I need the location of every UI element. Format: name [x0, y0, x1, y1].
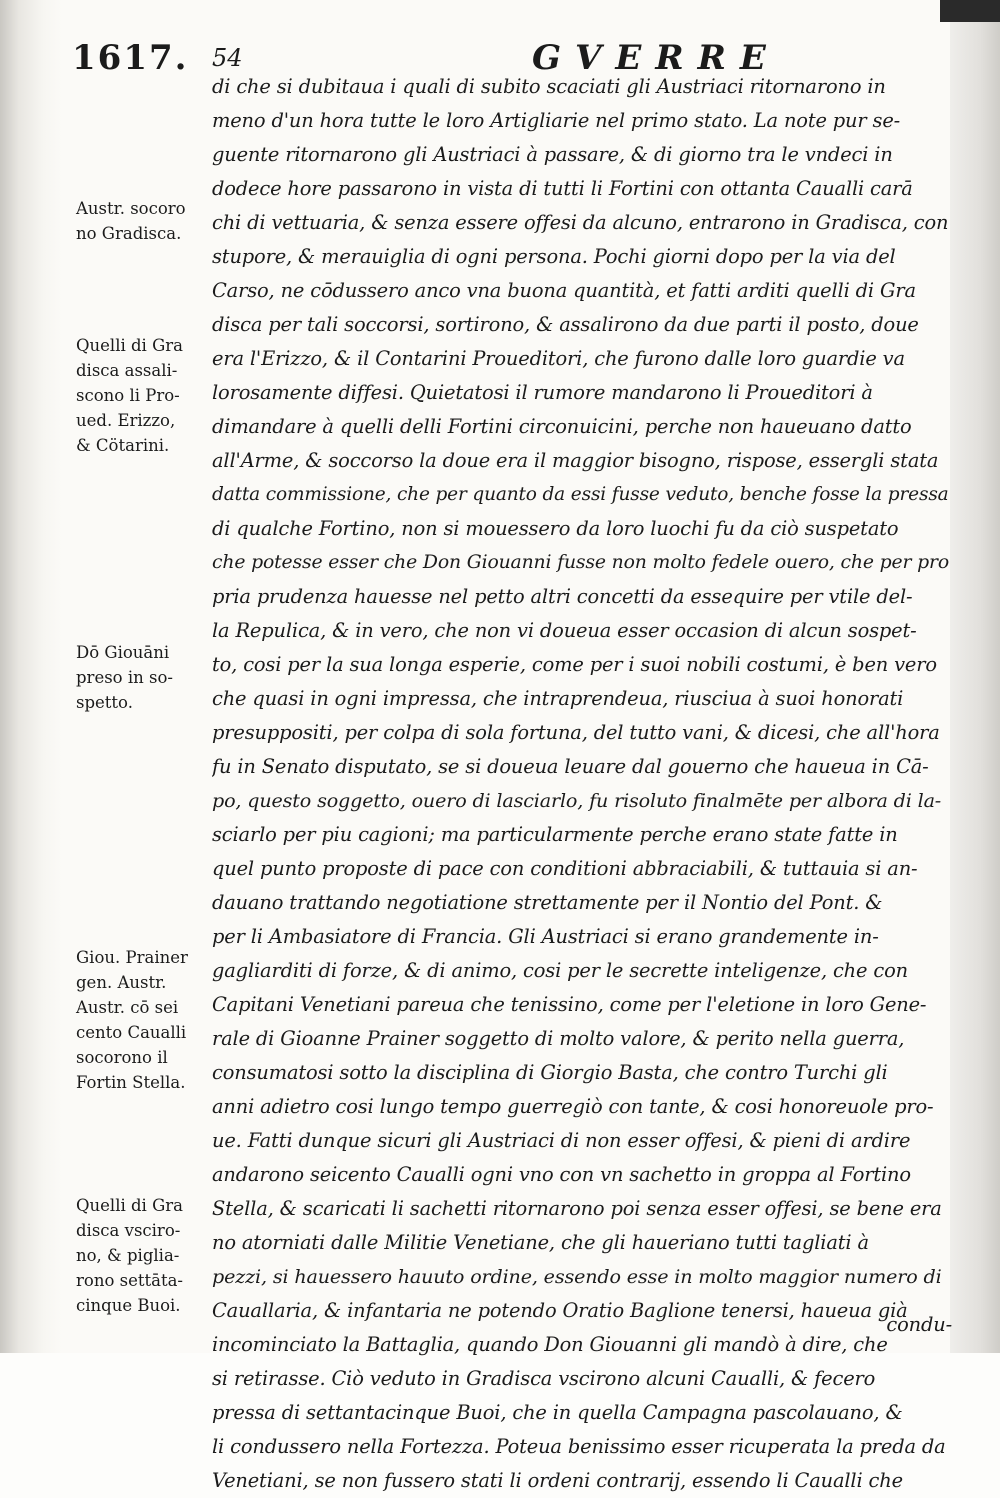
text-line: po, questo soggetto, ouero di lasciarlo, fu risoluto finalmēte per albora di la- [212, 789, 942, 812]
text-line: rale di Gioanne Prainer soggetto di molto valore, & perito nella guerra, [212, 1027, 905, 1050]
text-line: pria prudenza hauesse nel petto altri concetti da essequire per vtile del- [212, 585, 913, 608]
catchword: condu- [886, 1313, 952, 1336]
text-line: dauano trattando negotiatione strettamente per il Nontio del Pont. & [212, 891, 883, 914]
margin-note: Giou. Prainer gen. Austr. Austr. cō sei cento Caualli socorono il Fortin Stella. [76, 948, 188, 1092]
text-line: Capitani Venetiani pareua che tenissino, come per l'eletione in loro Gene- [212, 993, 927, 1016]
page-edge-shadow [950, 0, 1000, 1353]
text-line: consumatosi sotto la disciplina di Giorgio Basta, che contro Turchi gli [212, 1061, 888, 1084]
text-line: di qualche Fortino, non si mouessero da loro luochi fu da ciò suspetato [212, 517, 899, 540]
text-line: presuppositi, per colpa di sola fortuna, del tutto vani, & dicesi, che all'hora [212, 721, 940, 744]
margin-note: Quelli di Gra disca assali- scono li Pro- ued. Erizzo, & Cötarini. [76, 336, 183, 455]
body-text [212, 70, 952, 1498]
text-line: era l'Erizzo, & il Contarini Proueditori, che furono dalle loro guardie va [212, 347, 905, 370]
text-line: dimandare à quelli delli Fortini circonuicini, perche non haueuano datto [212, 415, 912, 438]
text-line: Carso, ne cōdussero anco vna buona quantità, et fatti arditi quelli di Gra [212, 279, 916, 302]
scan-corner [940, 0, 1000, 22]
page-gutter-shadow [0, 0, 62, 1353]
text-line: ue. Fatti dunque sicuri gli Austriaci di non esser offesi, & pieni di ardire [212, 1129, 911, 1152]
text-line: quel punto proposte di pace con conditioni abbraciabili, & tuttauia si an- [212, 857, 918, 880]
running-head: GVERRE [532, 38, 780, 78]
text-line: pezzi, si hauessero hauuto ordine, essendo esse in molto maggior numero di [212, 1265, 942, 1288]
text-line: Venetiani, se non fussero stati li ordeni contrarij, essendo li Caualli che [212, 1469, 903, 1492]
margin-note: Austr. socoro no Gradisca. [76, 199, 186, 243]
margin-note: Dō Giouāni preso in so- spetto. [76, 643, 173, 712]
text-line: disca per tali soccorsi, sortirono, & assalirono da due parti il posto, doue [212, 313, 919, 336]
text-line: di che si dubitaua i quali di subito scaciati gli Austriaci ritornarono in [212, 75, 886, 98]
text-line: dodece hore passarono in vista di tutti li Fortini con ottanta Caualli carā [212, 177, 913, 200]
text-line: si retirasse. Ciò veduto in Gradisca vscirono alcuni Caualli, & fecero [212, 1367, 876, 1390]
text-line: all'Arme, & soccorso la doue era il maggior bisogno, rispose, essergli stata [212, 449, 939, 472]
text-line: la Repulica, & in vero, che non vi doueua esser occasion di alcun sospet- [212, 619, 917, 642]
text-line: guente ritornarono gli Austriaci à passare, & di giorno tra le vndeci in [212, 143, 893, 166]
page-number: 54 [212, 44, 243, 72]
text-line: meno d'un hora tutte le loro Artigliarie nel primo stato. La note pur se- [212, 109, 901, 132]
text-line: sciarlo per piu cagioni; ma particularmente perche erano state fatte in [212, 823, 898, 846]
text-line: per li Ambasiatore di Francia. Gli Austriaci si erano grandemente in- [212, 925, 879, 948]
text-line: to, cosi per la sua longa esperie, come per i suoi nobili costumi, è ben vero [212, 653, 937, 676]
text-line: fu in Senato disputato, se si doueua leuare dal gouerno che haueua in Cā- [212, 755, 929, 778]
text-line: li condussero nella Fortezza. Poteua benissimo esser ricuperata la preda da [212, 1435, 946, 1458]
text-line: datta commissione, che per quanto da essi fusse veduto, benche fosse la pressa [212, 484, 949, 505]
text-line: Stella, & scaricati li sachetti ritornarono poi senza esser offesi, se bene era [212, 1197, 942, 1220]
year-heading: 1617. [72, 38, 189, 78]
text-line: andarono seicento Caualli ogni vno con vn sachetto in groppa al Fortino [212, 1163, 911, 1186]
text-line: gagliarditi di forze, & di animo, cosi per le secrette inteligenze, che con [212, 959, 908, 982]
text-line: no atorniati dalle Militie Venetiane, che gli haueriano tutti tagliati à [212, 1231, 869, 1254]
text-line: che potesse esser che Don Giouanni fusse non molto fedele ouero, che per pro [212, 552, 949, 573]
text-line: lorosamente diffesi. Quietatosi il rumore mandarono li Proueditori à [212, 381, 873, 404]
text-line: Cauallaria, & infantaria ne potendo Oratio Baglione tenersi, haueua già [212, 1299, 908, 1322]
text-line: pressa di settantacinque Buoi, che in quella Campagna pascolauano, & [212, 1401, 903, 1424]
text-line: stupore, & merauiglia di ogni persona. Pochi giorni dopo per la via del [212, 245, 896, 268]
text-line: che quasi in ogni impressa, che intraprendeua, riusciua à suoi honorati [212, 687, 904, 710]
text-line: incominciato la Battaglia, quando Don Giouanni gli mandò à dire, che [212, 1333, 888, 1356]
margin-note: Quelli di Gra disca vsciro- no, & piglia- rono settāta- cinque Buoi. [76, 1196, 184, 1315]
text-line: chi di vettuaria, & senza essere offesi da alcuno, entrarono in Gradisca, con [212, 211, 949, 234]
text-line: anni adietro cosi lungo tempo guerregiò con tante, & cosi honoreuole pro- [212, 1095, 934, 1118]
